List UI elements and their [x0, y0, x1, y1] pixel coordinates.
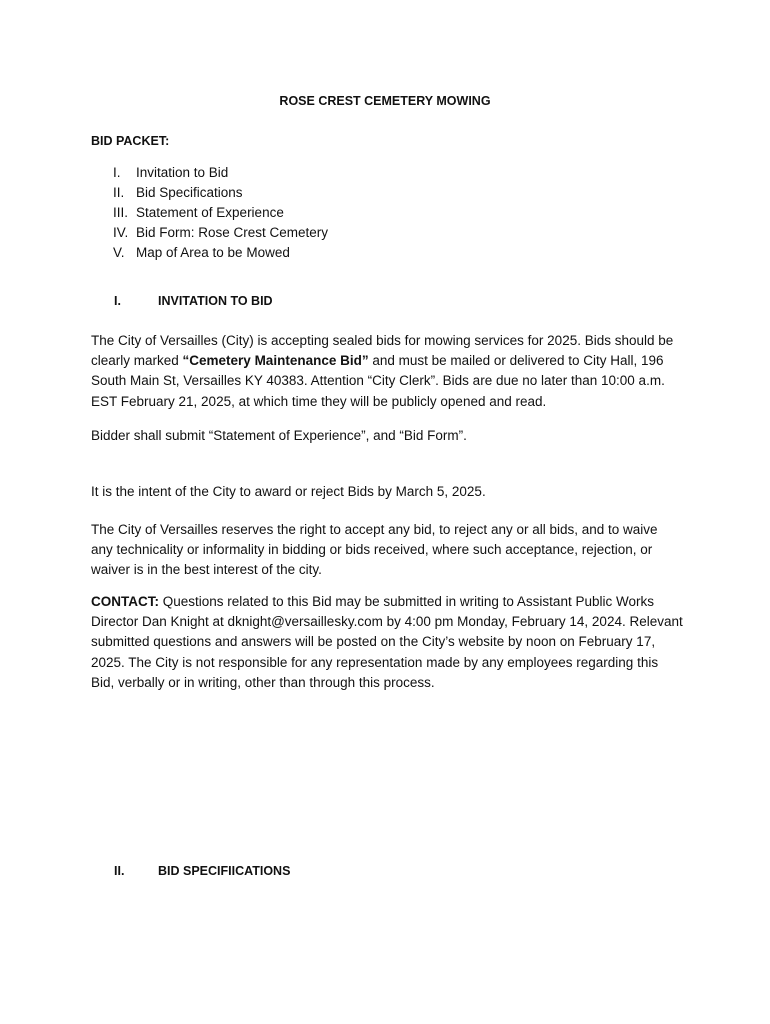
section-title: BID SPECIFIICATIONS [158, 864, 291, 878]
invitation-text-end: and must be mailed or delivered to City Hall, 196 South Main St, Versailles KY 40383. Attention “City Clerk”. Bids are due no later than 10:00 a.m. EST February 21, 2025, at which time they will be publicly opened and read. [91, 353, 665, 409]
award-intent-paragraph: It is the intent of the City to award or reject Bids by March 5, 2025. [91, 484, 486, 499]
invitation-text-start: The City of Versailles (City) is accepting sealed bids for mowing services for 2025. Bids should be clearly marked [91, 333, 674, 369]
toc-item-number: I. [113, 165, 121, 180]
invitation-paragraph [91, 331, 683, 412]
contact-label: CONTACT: [91, 594, 159, 609]
bid-marking-label: “Cemetery Maintenance Bid” [182, 353, 369, 369]
toc-item-number: III. [113, 205, 129, 220]
submission-requirements-paragraph: Bidder shall submit “Statement of Experience”, and “Bid Form”. [91, 428, 467, 443]
toc-item-text: Bid Specifications [136, 185, 243, 200]
toc-item-text: Statement of Experience [136, 205, 284, 220]
toc-item-number: V. [113, 245, 125, 260]
toc-item-text: Map of Area to be Mowed [136, 245, 290, 260]
contact-paragraph [91, 592, 683, 693]
document-title: ROSE CREST CEMETERY MOWING [279, 94, 491, 108]
bid-packet-label: BID PACKET: [91, 134, 170, 148]
section-number: II. [114, 864, 125, 878]
toc-item-text: Invitation to Bid [136, 165, 229, 180]
toc-item-number: IV. [113, 225, 129, 240]
toc-item-text: Bid Form: Rose Crest Cemetery [136, 225, 329, 240]
contact-text: Questions related to this Bid may be submitted in writing to Assistant Public Works Director Dan Knight at dknight@versaillesky.com by 4:00 pm Monday, February 14, 2024. Relevant submitted questions and answers will be posted on the City’s website by noon on February 17, 2025. The City is not responsible for any representation made by any employees regarding this Bid, verbally or in writing, other than through this process. [91, 594, 683, 690]
rights-reserved-paragraph: The City of Versailles reserves the right to accept any bid, to reject any or all bids, and to waive any technicality or informality in bidding or bids received, where such acceptance, rejection, or waiver is in the best interest of the city. [91, 522, 658, 578]
section-number: I. [114, 294, 121, 308]
section-title: INVITATION TO BID [158, 294, 273, 308]
toc-item-number: II. [113, 185, 125, 200]
